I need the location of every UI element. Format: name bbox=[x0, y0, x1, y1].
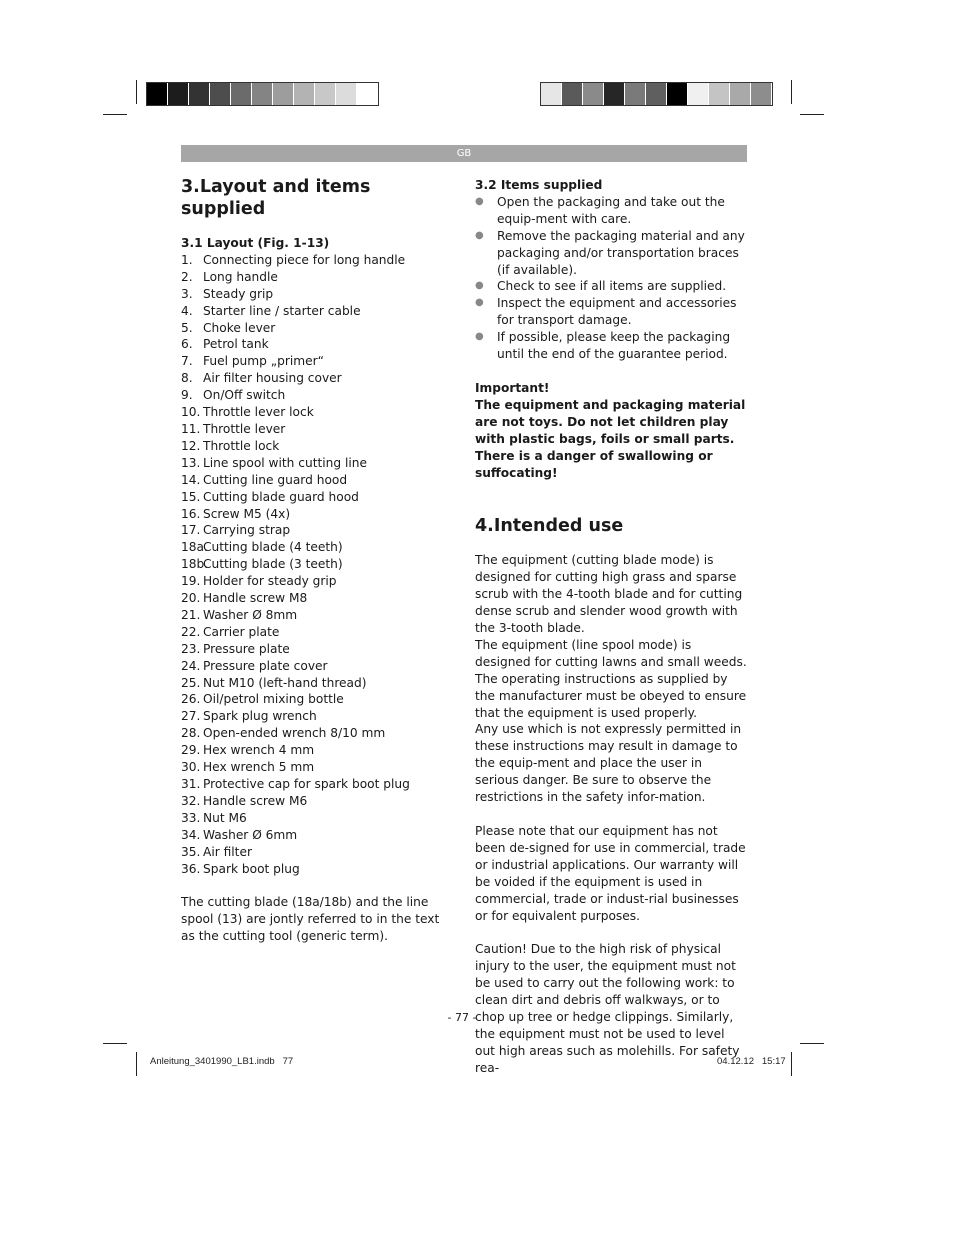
parts-list-text: Protective cap for spark boot plug bbox=[203, 777, 410, 791]
parts-list-text: Spark plug wrench bbox=[203, 709, 317, 724]
parts-list-text: Air filter housing cover bbox=[203, 371, 342, 386]
parts-list-item bbox=[181, 438, 451, 455]
items-supplied-list bbox=[475, 194, 747, 363]
important-label: Important! bbox=[475, 380, 550, 395]
parts-list-number: 18b. bbox=[181, 557, 209, 572]
parts-list-text: Washer Ø 6mm bbox=[203, 827, 298, 842]
subsection-3-1-title: 3.1 Layout (Fig. 1-13) bbox=[181, 236, 330, 250]
parts-list-number: 3. bbox=[181, 286, 193, 301]
parts-list-text: Steady grip bbox=[203, 286, 274, 301]
parts-list-text: Starter line / starter cable bbox=[203, 303, 361, 318]
parts-list-number: 2. bbox=[181, 269, 193, 284]
items-supplied-item bbox=[475, 194, 747, 228]
items-supplied-text: Remove the packaging material and any packaging and/or transportation braces (if available). bbox=[497, 228, 745, 277]
parts-list-number: 32. bbox=[181, 793, 201, 808]
parts-list-number: 14. bbox=[181, 472, 201, 487]
parts-list-item bbox=[181, 827, 451, 844]
parts-list-number: 15. bbox=[181, 489, 201, 504]
right-column bbox=[475, 177, 747, 1077]
important-warning: The equipment and packaging material are not toys. Do not let children play with plastic bags, foils or small parts. There is a danger of swallowing or suffocating! bbox=[475, 397, 746, 480]
parts-list-item bbox=[181, 303, 451, 320]
color-calibration-bar-left bbox=[146, 82, 379, 106]
parts-list-item bbox=[181, 522, 451, 539]
parts-list-text: Cutting blade guard hood bbox=[203, 489, 359, 504]
intended-use-paragraph-2: The equipment (line spool mode) is designed for cutting lawns and small weeds. The operating instructions as supplied by the manufacturer must be obeyed to ensure that the equipment is used properly. bbox=[475, 637, 747, 720]
parts-list-text: Fuel pump „primer“ bbox=[203, 354, 324, 369]
parts-list-item bbox=[181, 421, 451, 438]
footer-timestamp: 04.12.12 15:17 bbox=[717, 1056, 786, 1067]
parts-list-number: 19. bbox=[181, 574, 201, 589]
parts-list-text: Washer Ø 8mm bbox=[203, 607, 298, 622]
parts-list-item bbox=[181, 387, 451, 404]
parts-list-number: 5. bbox=[181, 320, 193, 335]
color-swatch bbox=[709, 83, 730, 105]
items-supplied-text: Open the packaging and take out the equip-ment with care. bbox=[497, 194, 725, 226]
parts-list-text: Throttle lock bbox=[203, 438, 280, 453]
bullet-icon: ● bbox=[475, 195, 484, 207]
intended-use-paragraph-4: Please note that our equipment has not been de-signed for use in commercial, trade or industrial applications. Our warranty will be voided if the equipment is used in commercial, trade or indust-rial businesses or for equivalent purposes. bbox=[475, 824, 746, 923]
parts-list-item bbox=[181, 708, 451, 725]
parts-list-item bbox=[181, 793, 451, 810]
parts-list-text: Handle screw M8 bbox=[203, 591, 308, 606]
parts-list-item bbox=[181, 489, 451, 506]
parts-list-item bbox=[181, 675, 451, 692]
items-supplied-item bbox=[475, 329, 747, 363]
parts-list-item bbox=[181, 472, 451, 489]
parts-list-number: 8. bbox=[181, 371, 193, 386]
parts-list-item bbox=[181, 252, 451, 269]
parts-list-text: Choke lever bbox=[203, 320, 276, 335]
page-number: - 77 - bbox=[447, 1011, 477, 1024]
crop-mark bbox=[103, 1043, 127, 1044]
parts-list-item bbox=[181, 506, 451, 523]
parts-list-item bbox=[181, 776, 451, 793]
parts-list-number: 18a. bbox=[181, 540, 208, 555]
parts-list-item bbox=[181, 759, 451, 776]
parts-list-number: 30. bbox=[181, 760, 201, 775]
parts-list-number: 6. bbox=[181, 337, 193, 352]
parts-list-text: Holder for steady grip bbox=[203, 574, 337, 589]
parts-list-text: Oil/petrol mixing bottle bbox=[203, 692, 344, 707]
parts-list-text: On/Off switch bbox=[203, 388, 286, 403]
parts-list-number: 23. bbox=[181, 641, 201, 656]
color-swatch bbox=[168, 83, 189, 105]
parts-list-item bbox=[181, 353, 451, 370]
cutting-tool-note: The cutting blade (18a/18b) and the line spool (13) are jontly referred to in the text as the cutting tool (generic term). bbox=[181, 895, 440, 944]
intended-use-paragraph-5: Caution! Due to the high risk of physical injury to the user, the equipment must not be used to carry out the following work: to clean dirt and debris off walkways, or to chop up tree or hedge clippings. Similarly, the equipment must not be used to level out high areas such as molehills. For safety rea- bbox=[475, 942, 740, 1075]
parts-list-text: Connecting piece for long handle bbox=[203, 252, 406, 267]
parts-list-number: 33. bbox=[181, 810, 201, 825]
parts-list-text: Nut M6 bbox=[203, 810, 247, 825]
color-swatch bbox=[273, 83, 294, 105]
parts-list-item bbox=[181, 320, 451, 337]
parts-list-text: Handle screw M6 bbox=[203, 793, 308, 808]
parts-list-item bbox=[181, 455, 451, 472]
color-swatch bbox=[604, 83, 625, 105]
color-swatch bbox=[667, 83, 688, 105]
parts-list-item bbox=[181, 742, 451, 759]
color-swatch bbox=[625, 83, 646, 105]
parts-list-number: 28. bbox=[181, 726, 201, 741]
crop-mark bbox=[136, 80, 137, 104]
crop-mark bbox=[791, 1052, 792, 1076]
parts-list-text: Hex wrench 5 mm bbox=[203, 760, 315, 775]
parts-list-number: 36. bbox=[181, 861, 201, 876]
parts-list-text: Cutting line guard hood bbox=[203, 472, 348, 487]
parts-list-text: Spark boot plug bbox=[203, 861, 300, 876]
parts-list-text: Nut M10 (left-hand thread) bbox=[203, 675, 367, 690]
color-swatch bbox=[646, 83, 667, 105]
color-swatch bbox=[252, 83, 273, 105]
crop-mark bbox=[800, 1043, 824, 1044]
left-column bbox=[181, 176, 451, 945]
color-swatch bbox=[730, 83, 751, 105]
items-supplied-text: Check to see if all items are supplied. bbox=[497, 279, 727, 294]
parts-list-text: Air filter bbox=[203, 844, 252, 859]
parts-list-number: 31. bbox=[181, 777, 201, 791]
subsection-3-2-title: 3.2 Items supplied bbox=[475, 178, 603, 192]
parts-list-text: Carrier plate bbox=[203, 624, 280, 639]
color-swatch bbox=[189, 83, 210, 105]
parts-list-text: Line spool with cutting line bbox=[203, 455, 367, 470]
items-supplied-item bbox=[475, 295, 747, 329]
parts-list-number: 24. bbox=[181, 658, 201, 673]
parts-list-item bbox=[181, 607, 451, 624]
parts-list-number: 17. bbox=[181, 523, 201, 538]
parts-list-number: 9. bbox=[181, 388, 193, 403]
color-swatch bbox=[315, 83, 336, 105]
parts-list-number: 21. bbox=[181, 607, 201, 622]
parts-list-item bbox=[181, 861, 451, 878]
parts-list-number: 7. bbox=[181, 354, 193, 369]
parts-list-text: Petrol tank bbox=[203, 337, 269, 352]
parts-list-item bbox=[181, 370, 451, 387]
parts-list-text: Open-ended wrench 8/10 mm bbox=[203, 726, 386, 741]
parts-list-text: Carrying strap bbox=[203, 523, 291, 538]
bullet-icon: ● bbox=[475, 229, 484, 241]
parts-list-item bbox=[181, 404, 451, 421]
color-swatch bbox=[147, 83, 168, 105]
crop-mark bbox=[791, 80, 792, 104]
crop-mark bbox=[103, 114, 127, 115]
color-swatch bbox=[751, 83, 772, 105]
parts-list-text: Cutting blade (3 teeth) bbox=[203, 557, 343, 572]
bullet-icon: ● bbox=[475, 280, 484, 292]
parts-list-text: Pressure plate cover bbox=[203, 658, 328, 673]
parts-list-item bbox=[181, 691, 451, 708]
parts-list-text: Long handle bbox=[203, 269, 278, 284]
parts-list-number: 16. bbox=[181, 506, 201, 521]
parts-list-item bbox=[181, 844, 451, 861]
parts-list-number: 20. bbox=[181, 591, 201, 606]
parts-list-number: 35. bbox=[181, 844, 201, 859]
color-swatch bbox=[336, 83, 357, 105]
parts-list-item bbox=[181, 556, 451, 573]
color-swatch bbox=[210, 83, 231, 105]
parts-list bbox=[181, 252, 451, 878]
parts-list-number: 22. bbox=[181, 624, 201, 639]
color-swatch bbox=[357, 83, 378, 105]
parts-list-text: Throttle lever lock bbox=[203, 405, 314, 420]
parts-list-text: Cutting blade (4 teeth) bbox=[203, 540, 343, 555]
section-3-title: 3.Layout and items supplied bbox=[181, 177, 371, 219]
items-supplied-item bbox=[475, 228, 747, 279]
color-swatch bbox=[541, 83, 562, 105]
parts-list-number: 12. bbox=[181, 438, 201, 453]
parts-list-text: Pressure plate bbox=[203, 641, 290, 656]
color-swatch bbox=[583, 83, 604, 105]
parts-list-number: 11. bbox=[181, 421, 201, 436]
parts-list-text: Throttle lever bbox=[203, 421, 286, 436]
parts-list-item bbox=[181, 539, 451, 556]
parts-list-number: 1. bbox=[181, 252, 193, 267]
parts-list-item bbox=[181, 725, 451, 742]
parts-list-number: 4. bbox=[181, 303, 193, 318]
bullet-icon: ● bbox=[475, 297, 484, 309]
footer-file-info: Anleitung_3401990_LB1.indb 77 bbox=[150, 1056, 294, 1067]
color-swatch bbox=[231, 83, 252, 105]
parts-list-item bbox=[181, 641, 451, 658]
parts-list-number: 13. bbox=[181, 455, 201, 470]
parts-list-item bbox=[181, 590, 451, 607]
crop-mark bbox=[136, 1052, 137, 1076]
color-swatch bbox=[688, 83, 709, 105]
items-supplied-text: If possible, please keep the packaging until the end of the guarantee period. bbox=[497, 330, 731, 362]
parts-list-text: Screw M5 (4x) bbox=[203, 506, 291, 521]
parts-list-number: 34. bbox=[181, 827, 201, 842]
parts-list-number: 27. bbox=[181, 709, 201, 724]
color-swatch bbox=[294, 83, 315, 105]
language-band bbox=[181, 145, 747, 162]
language-label: GB bbox=[456, 148, 472, 159]
parts-list-number: 25. bbox=[181, 675, 201, 690]
section-4-title: 4.Intended use bbox=[475, 516, 624, 537]
parts-list-item bbox=[181, 810, 451, 827]
parts-list-item bbox=[181, 573, 451, 590]
parts-list-item bbox=[181, 286, 451, 303]
color-swatch bbox=[562, 83, 583, 105]
items-supplied-text: Inspect the equipment and accessories for transport damage. bbox=[497, 296, 737, 328]
color-calibration-bar-right bbox=[540, 82, 773, 106]
parts-list-item bbox=[181, 658, 451, 675]
parts-list-number: 10. bbox=[181, 405, 201, 420]
parts-list-item bbox=[181, 336, 451, 353]
parts-list-number: 26. bbox=[181, 692, 201, 707]
parts-list-text: Hex wrench 4 mm bbox=[203, 743, 315, 758]
bullet-icon: ● bbox=[475, 331, 484, 343]
parts-list-item bbox=[181, 624, 451, 641]
crop-mark bbox=[800, 114, 824, 115]
items-supplied-item bbox=[475, 278, 747, 295]
intended-use-paragraph-1: The equipment (cutting blade mode) is designed for cutting high grass and sparse scrub with the 4-tooth blade and for cutting dense scrub and slender wood growth with the 3-tooth blade. bbox=[475, 553, 743, 636]
parts-list-number: 29. bbox=[181, 743, 201, 758]
parts-list-item bbox=[181, 269, 451, 286]
intended-use-paragraph-3: Any use which is not expressly permitted in these instructions may result in damage to the equip-ment and place the user in serious danger. Be sure to observe the restrictions in the safety infor-mation. bbox=[475, 722, 742, 805]
